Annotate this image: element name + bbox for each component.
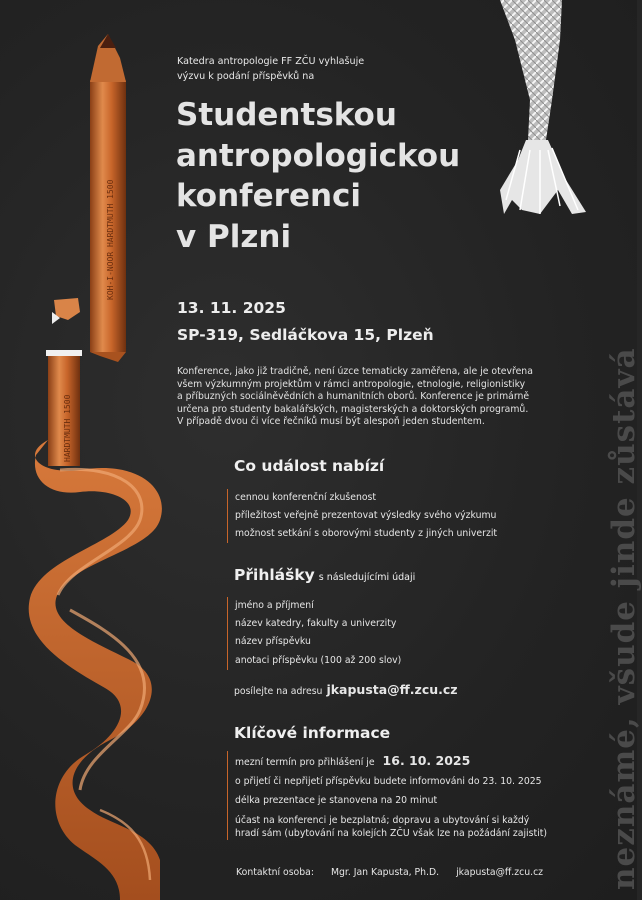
applications-subheading: s následujícími údaji xyxy=(318,572,416,583)
description-line: všem výzkumným projektům v rámci antropologie, etnologie, religionistiky xyxy=(177,378,526,390)
braided-cord-image xyxy=(500,0,586,214)
list-item: o přijetí či nepřijetí příspěvku budete informováni do 23. 10. 2025 xyxy=(235,776,542,787)
send-instruction xyxy=(234,682,458,697)
applications-heading xyxy=(234,566,415,584)
pencil-melt xyxy=(29,440,162,900)
list-item: příležitost veřejně prezentovat výsledky svého výzkumu xyxy=(235,510,497,521)
list-item: možnost setkání s oborovými studenty z jiných univerzit xyxy=(235,528,498,539)
offers-heading-text: Co událost nabízí xyxy=(234,457,385,475)
list-item: jméno a příjmení xyxy=(235,600,314,611)
list-item: cennou konferenční zkušenost xyxy=(235,492,377,503)
description-line: určena pro studenty bakalářských, magisterských a doktorských programů. xyxy=(177,403,529,415)
vertical-motto: neznámé, všude jinde zůstává xyxy=(606,347,642,890)
pencil-imprint-2: HARDTMUTH 1500 xyxy=(63,394,72,462)
page-title xyxy=(176,95,460,257)
list-item: hradí sám (ubytování na kolejích ZČU však lze na požádání zajistit) xyxy=(235,828,547,839)
key-info-list xyxy=(227,751,547,840)
description xyxy=(177,366,597,429)
applications-heading-text: Přihlášky xyxy=(234,566,315,584)
offers-list xyxy=(227,489,497,543)
key-info-heading xyxy=(234,724,390,742)
key-info-heading-text: Klíčové informace xyxy=(234,724,391,742)
description-line: a příbuzných sociálněvědních a humanitních oborů. Konference je primárně xyxy=(177,391,530,402)
deadline-label: mezní termín pro přihlášení je xyxy=(235,757,375,768)
event-date: 13. 11. 2025 xyxy=(177,299,286,317)
title-line: konferenci xyxy=(176,178,362,214)
contact-label: Kontaktní osoba: xyxy=(236,867,314,878)
title-line: Studentskou xyxy=(176,97,397,133)
description-line: Konference, jako již tradičně, není úzce tematicky zaměřena, ale je otevřena xyxy=(177,366,533,377)
intro-line: výzvu k podání příspěvků na xyxy=(177,71,315,82)
deadline-row xyxy=(235,751,547,772)
send-label: posílejte na adresu xyxy=(234,686,323,697)
description-line: V případě dvou či více řečníků musí být alespoň jeden studentem. xyxy=(177,416,485,427)
event-place: SP-319, Sedláčkova 15, Plzeň xyxy=(177,326,434,344)
offers-heading xyxy=(234,457,384,475)
deadline-date: 16. 10. 2025 xyxy=(382,753,471,768)
application-email-link[interactable]: jkapusta@ff.zcu.cz xyxy=(326,682,458,697)
fee-info xyxy=(235,814,547,840)
list-item: název katedry, fakulty a univerzity xyxy=(235,618,397,630)
pencil-imprint-1: KOH-I-NOOR HARDTMUTH 1500 xyxy=(106,179,115,300)
list-item: anotaci příspěvku (100 až 200 slov) xyxy=(235,654,402,666)
list-item: délka prezentace je stanovena na 20 minut xyxy=(235,795,438,806)
list-item: účast na konferenci je bezplatná; dopravu a ubytování si každý xyxy=(235,815,530,826)
pencil-fragment xyxy=(52,298,80,324)
title-line: v Plzni xyxy=(176,218,292,255)
contact-email-link[interactable]: jkapusta@ff.zcu.cz xyxy=(456,867,544,878)
intro-text xyxy=(177,54,477,84)
intro-line: Katedra antropologie FF ZČU vyhlašuje xyxy=(177,56,365,67)
title-line: antropologickou xyxy=(176,137,461,174)
applications-list xyxy=(227,597,401,670)
contact-footer xyxy=(236,867,557,878)
contact-name: Mgr. Jan Kapusta, Ph.D. xyxy=(330,867,440,878)
list-item: název příspěvku xyxy=(235,636,311,648)
event-when-where xyxy=(177,295,434,349)
